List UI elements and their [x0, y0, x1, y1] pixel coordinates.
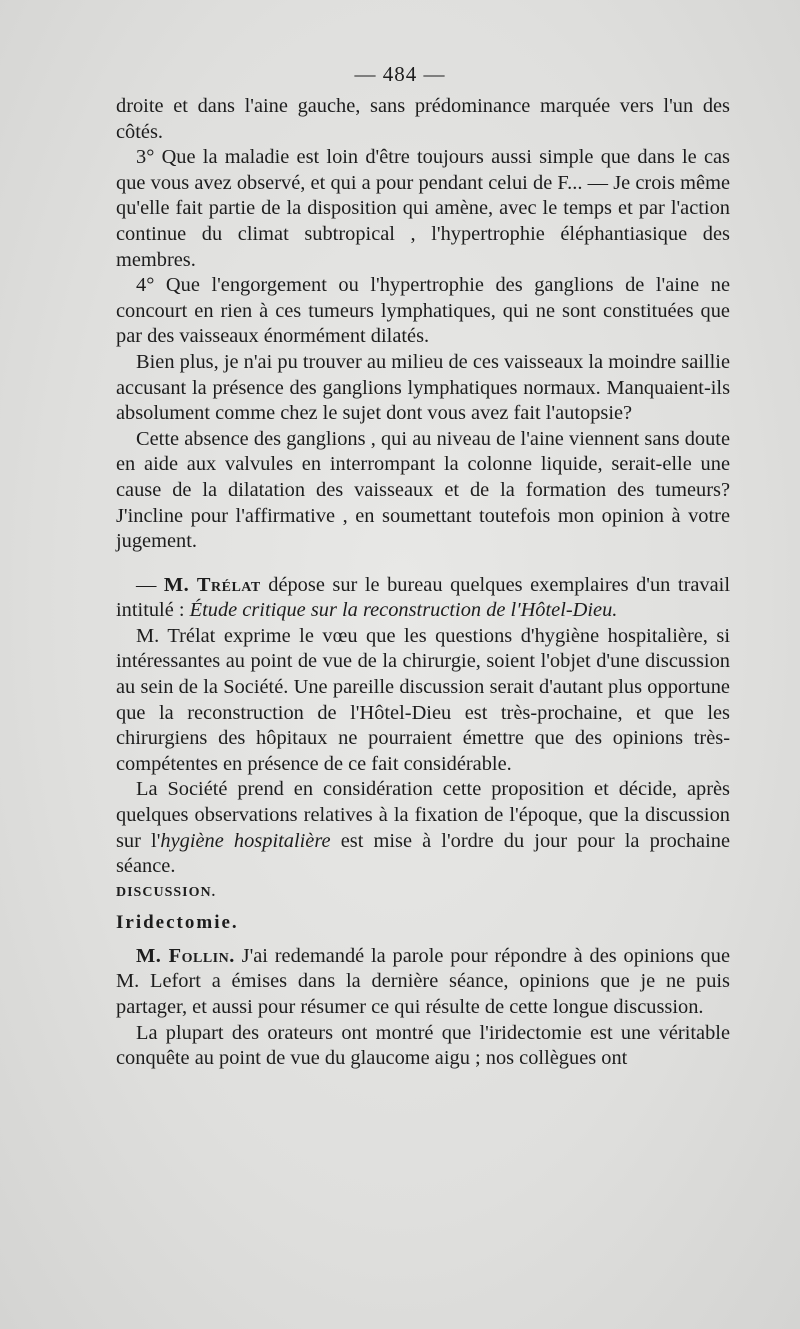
follin-text: J'ai redemandé la parole pour répondre à des opinions que M. Lefort a émises dans la dernière séance, opinions que je ne puis partager, et aussi pour résumer ce qui résulte de cette longue discussion. — [116, 944, 730, 1018]
dash: — — [136, 573, 164, 596]
speaker-trelat: M. Trélat — [163, 573, 261, 596]
paragraph-point-3: 3° Que la maladie est loin d'être toujours aussi simple que dans le cas que vous avez observé, et qui a pour pendant celui de F... — Je crois même qu'elle fait partie de la disposition qui amène, avec le temps et par l'action continue du climat subtropical , l'hypertrophie éléphantiasique des membres. — [116, 146, 730, 271]
paragraph-trelat-wish: M. Trélat exprime le vœu que les questions d'hygiène hospitalière, si intéressantes au point de vue de la chirurgie, soient l'objet d'une discussion au sein de la Société. Une pareille discussion serait d'autant plus opportune que la reconstruction de l'Hôtel-Dieu est très-prochaine, et que les chirurgiens des hôpitaux ne pourraient émettre que des opinions très-compétentes en présence de ce fait considérable. — [116, 624, 730, 775]
section-title: Iridectomie. — [116, 911, 239, 933]
paragraph-orateurs: La plupart des orateurs ont montré que l'iridectomie est une véritable conquête au point de vue du glaucome aigu ; nos collègues ont — [116, 1021, 730, 1070]
paragraph-follin — [116, 944, 730, 1021]
paragraph-absence-ganglions: Cette absence des ganglions , qui au niveau de l'aine viennent sans doute en aide aux valvules en interrompant la colonne liquide, serait-elle une cause de la dilatation des vaisseaux et de la formation des tumeurs? J'incline pour l'affirmative , en soumettant toutefois mon opinion à votre jugement. — [116, 427, 730, 553]
paragraph-continuation: droite et dans l'aine gauche, sans prédominance marquée vers l'un des côtés. — [116, 95, 730, 143]
topic-italic: hygiène hospitalière — [160, 829, 331, 852]
trelat-text: dépose sur le bureau quelques exemplaires d'un travail intitulé : — [116, 573, 730, 622]
page-number: — 484 — — [354, 62, 446, 86]
decision-text-end: est mise à l'ordre du jour pour la prochaine séance. — [116, 829, 731, 878]
speaker-follin: M. Follin. — [136, 944, 235, 967]
discussion-heading: DISCUSSION. — [116, 884, 217, 900]
body-text — [116, 94, 730, 1072]
work-title: Étude critique sur la reconstruction de l'Hôtel-Dieu. — [189, 599, 618, 622]
spacer — [116, 555, 730, 573]
paragraph-trelat-deposit — [116, 573, 730, 624]
paragraph-bien-plus: Bien plus, je n'ai pu trouver au milieu de ces vaisseaux la moindre saillie accusant la présence des ganglions lymphatiques normaux. Manquaient-ils absolument comme chez le sujet dont vous avez fait l'autopsie? — [116, 350, 730, 425]
paragraph-societe-decision — [116, 777, 730, 879]
decision-text-start: La Société prend en considération cette proposition et décide, après quelques observations relatives à la fixation de l'époque, que la discussion sur l' — [116, 778, 730, 852]
paragraph-point-4: 4° Que l'engorgement ou l'hypertrophie des ganglions de l'aine ne concourt en rien à ces tumeurs lymphatiques, qui ne sont constituées que par des vaisseaux énormément dilatés. — [116, 274, 730, 348]
